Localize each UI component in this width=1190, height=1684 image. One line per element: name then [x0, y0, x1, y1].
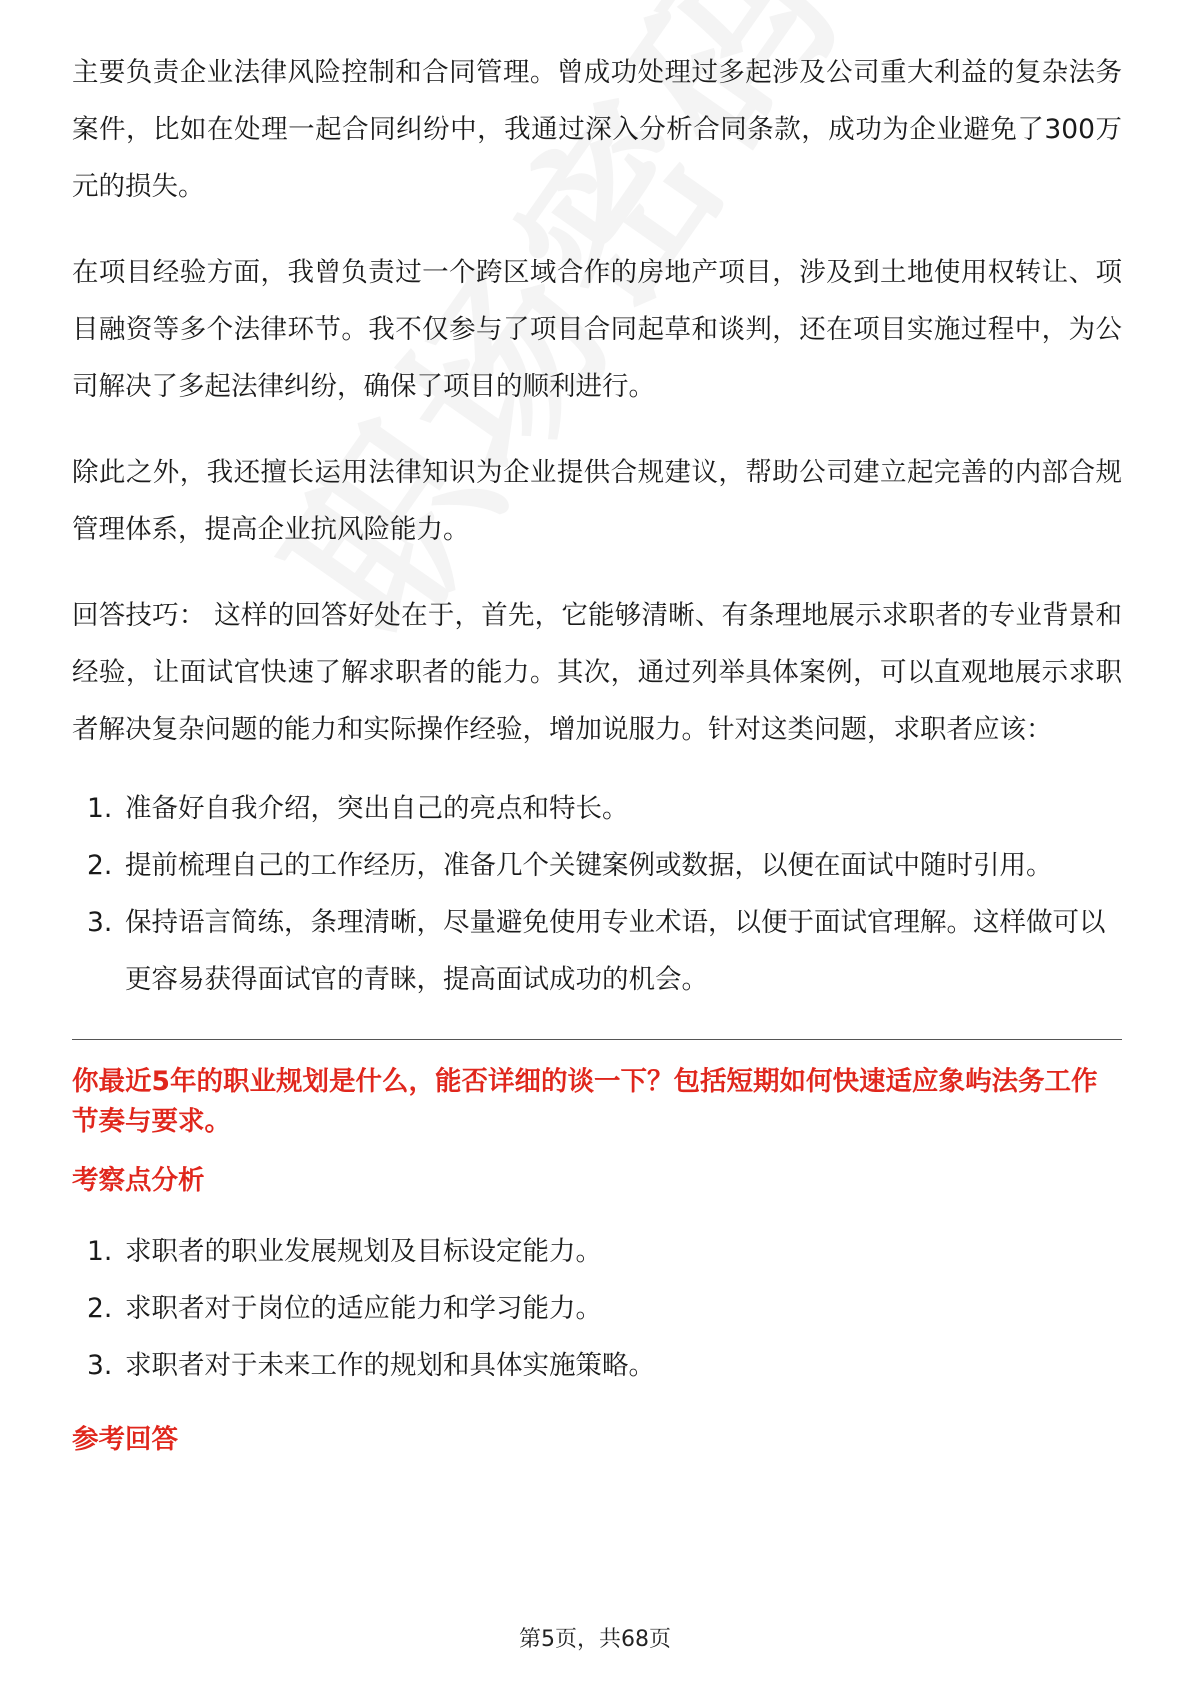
paragraph-responsibilities: 主要负责企业法律风险控制和合同管理。曾成功处理过多起涉及公司重大利益的复杂法务案件，比如在处理一起合同纠纷中，我通过深入分析合同条款，成功为企业避免了300万元的损失。	[72, 57, 1122, 202]
page-footer: 第5页，共68页	[519, 1627, 671, 1652]
paragraph-answer-tips: 回答技巧： 这样的回答好处在于，首先，它能够清晰、有条理地展示求职者的专业背景和经验，让面试官快速了解求职者的能力。其次，通过列举具体案例，可以直观地展示求职者解决复杂问题的能力和实际操作经验，增加说服力。针对这类问题，求职者应该：	[72, 600, 1122, 745]
list-item: 2. 求职者对于岗位的适应能力和学习能力。	[87, 1293, 602, 1324]
list-item: 1. 准备好自我介绍，突出自己的亮点和特长。	[87, 793, 629, 824]
question-heading: 你最近5年的职业规划是什么，能否详细的谈一下？包括短期如何快速适应象屿法务工作节奏与要求。	[72, 1066, 1098, 1137]
list-item: 1. 求职者的职业发展规划及目标设定能力。	[87, 1236, 602, 1267]
paragraph-compliance: 除此之外，我还擅长运用法律知识为企业提供合规建议，帮助公司建立起完善的内部合规管理体系，提高企业抗风险能力。	[72, 457, 1122, 545]
content	[72, 44, 1122, 1460]
analysis-title: 考察点分析	[72, 1165, 205, 1196]
paragraph-project-experience: 在项目经验方面，我曾负责过一个跨区域合作的房地产项目，涉及到土地使用权转让、项目融资等多个法律环节。我不仅参与了项目合同起草和谈判，还在项目实施过程中，为公司解决了多起法律纠纷，确保了项目的顺利进行。	[72, 257, 1122, 402]
list-item: 2. 提前梳理自己的工作经历，准备几个关键案例或数据，以便在面试中随时引用。	[87, 850, 1053, 881]
list-item: 3. 求职者对于未来工作的规划和具体实施策略。	[87, 1350, 655, 1381]
analysis-list	[72, 1223, 1122, 1394]
list-item: 3. 保持语言简练，条理清晰，尽量避免使用专业术语，以便于面试官理解。这样做可以更容易获得面试官的青睐，提高面试成功的机会。	[87, 907, 1106, 995]
section-divider	[72, 1039, 1122, 1040]
tips-list	[72, 780, 1122, 1008]
answer-title: 参考回答	[72, 1424, 178, 1455]
